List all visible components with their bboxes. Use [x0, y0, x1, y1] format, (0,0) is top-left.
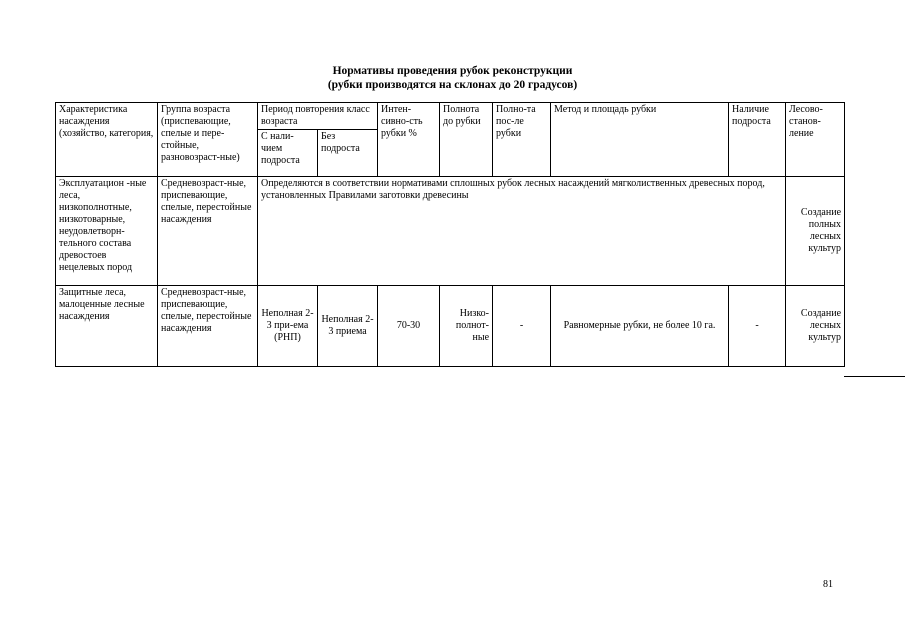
title-line-2: (рубки производятся на склонах до 20 градусов) [327, 79, 578, 91]
row2-reforestation: Создание лесных культур [786, 286, 845, 367]
table-extension-line [844, 376, 905, 377]
table-row [56, 177, 845, 286]
header-age-group: Группа возраста (приспевающие, спелые и пере-стойные, разновозраст-ные) [158, 103, 258, 177]
row2-undergrowth: - [729, 286, 786, 367]
header-characteristic: Характеристика насаждения (хозяйство, категория, [56, 103, 158, 177]
row2-characteristic: Защитные леса, малоценные лесные насаждения [56, 286, 158, 367]
table-row [56, 286, 845, 367]
header-density-before: Полнота до рубки [440, 103, 493, 177]
row1-merged-note: Определяются в соответствии нормативами сплошных рубок лесных насаждений мягколиственных древесных пород, установленных Правилами заготовки древесины [258, 177, 786, 286]
row2-period-with: Неполная 2-3 при-ема (РНП) [258, 286, 318, 367]
document-title [0, 64, 905, 92]
header-density-after: Полно-та пос-ле рубки [493, 103, 551, 177]
row2-intensity: 70-30 [378, 286, 440, 367]
row1-characteristic: Эксплуатацион -ные леса, низкополнотные, низкотоварные, неудовлетворн-тельного состава древостоев нецелевых пород [56, 177, 158, 286]
row2-period-without: Неполная 2-3 приема [318, 286, 378, 367]
header-row-1 [56, 103, 845, 130]
row2-density-after: - [493, 286, 551, 367]
row1-age-group: Средневозраст-ные, приспевающие, спелые, перестойные насаждения [158, 177, 258, 286]
row1-reforestation: Создание полных лесных культур [786, 177, 845, 286]
header-reforestation: Лесово-станов-ление [786, 103, 845, 177]
header-period-with: С нали-чием подроста [258, 130, 318, 177]
row2-density-before: Низко-полнот-ные [440, 286, 493, 367]
row2-method: Равномерные рубки, не более 10 га. [551, 286, 729, 367]
norms-table [55, 102, 845, 367]
header-period-without: Без подроста [318, 130, 378, 177]
header-period: Период повторения класс возраста [258, 103, 378, 130]
header-undergrowth: Наличие подроста [729, 103, 786, 177]
header-method: Метод и площадь рубки [551, 103, 729, 177]
header-intensity: Интен-сивно-сть рубки % [378, 103, 440, 177]
row2-age-group: Средневозраст-ные, приспевающие, спелые, перестойные насаждения [158, 286, 258, 367]
page-number: 81 [823, 579, 833, 590]
title-line-1: Нормативы проведения рубок реконструкции [332, 65, 573, 77]
